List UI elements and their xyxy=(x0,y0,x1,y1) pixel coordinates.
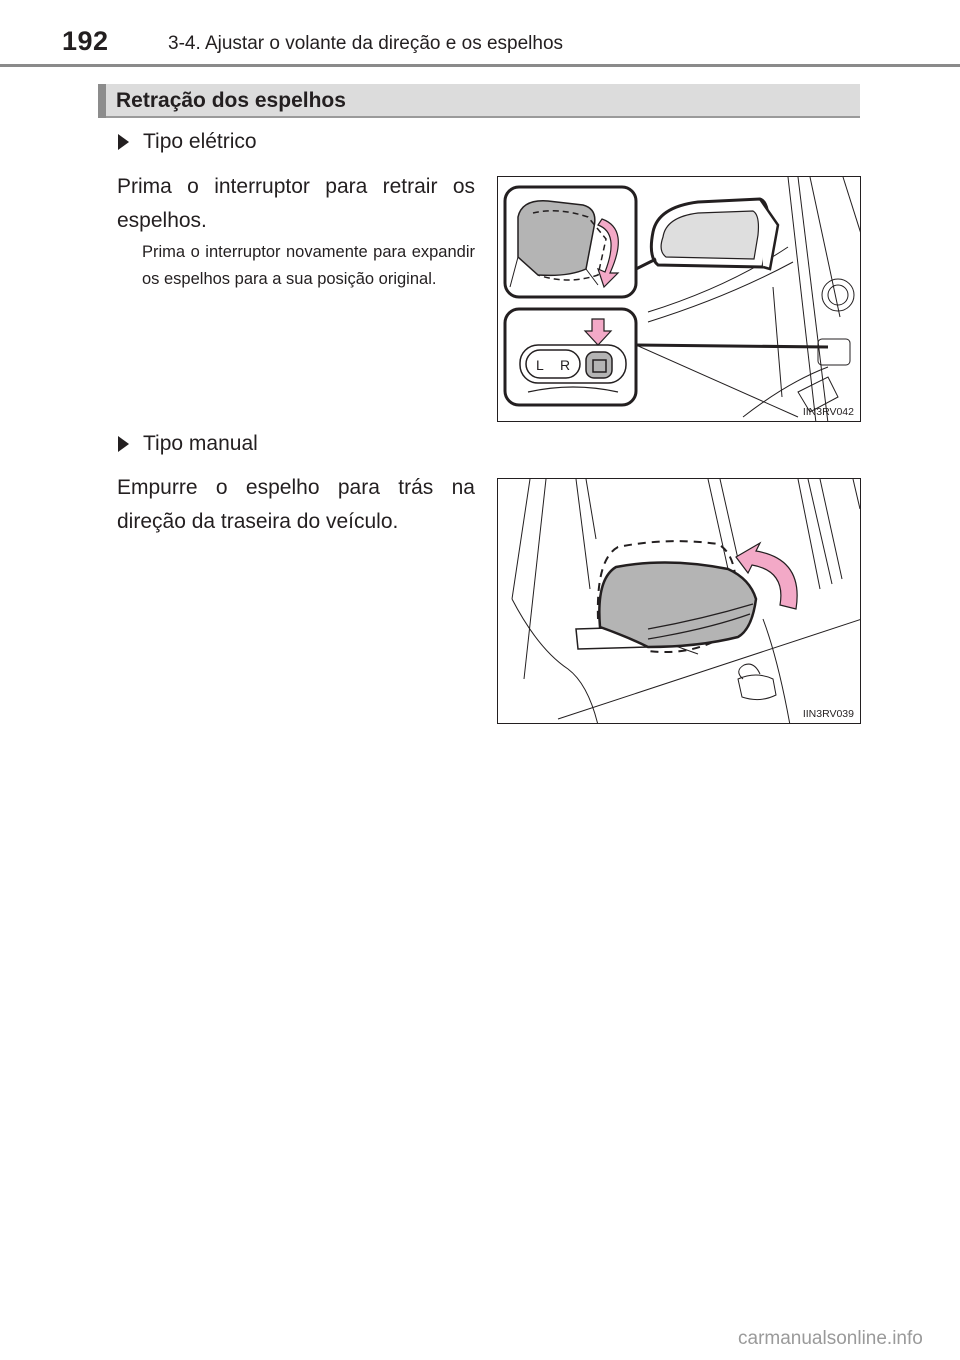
electric-mirror-illustration xyxy=(498,177,861,422)
chapter-title: 3-4. Ajustar o volante da direção e os espelhos xyxy=(168,33,564,54)
section-bar xyxy=(98,84,860,118)
electric-subheading-text: Tipo elétrico xyxy=(143,130,257,153)
electric-figure-code: IIN3RV042 xyxy=(802,406,854,418)
switch-left-label: L xyxy=(536,357,544,373)
watermark: carmanualsonline.info xyxy=(738,1328,923,1349)
section-title: Retração dos espelhos xyxy=(116,89,346,112)
switch-right-label: R xyxy=(560,357,571,373)
manual-instruction: Empurre o espelho para trás na direção da traseira do veículo. xyxy=(117,476,475,533)
triangle-bullet-icon xyxy=(118,134,129,150)
electric-subheading xyxy=(118,130,257,154)
section-bar-accent xyxy=(98,84,106,118)
manual-figure-code: IIN3RV039 xyxy=(802,708,854,720)
electric-note: Prima o interruptor novamente para expandir os espelhos para a sua posição original. xyxy=(142,243,475,288)
electric-mirror-figure xyxy=(497,176,861,422)
manual-subheading xyxy=(118,432,258,456)
page-number: 192 xyxy=(62,26,109,56)
triangle-bullet-icon xyxy=(118,436,129,452)
electric-instruction: Prima o interruptor para retrair os espelhos. xyxy=(117,175,475,232)
manual-subheading-text: Tipo manual xyxy=(143,432,258,455)
manual-mirror-illustration xyxy=(498,479,861,724)
header-rule xyxy=(0,64,960,67)
manual-mirror-figure xyxy=(497,478,861,724)
